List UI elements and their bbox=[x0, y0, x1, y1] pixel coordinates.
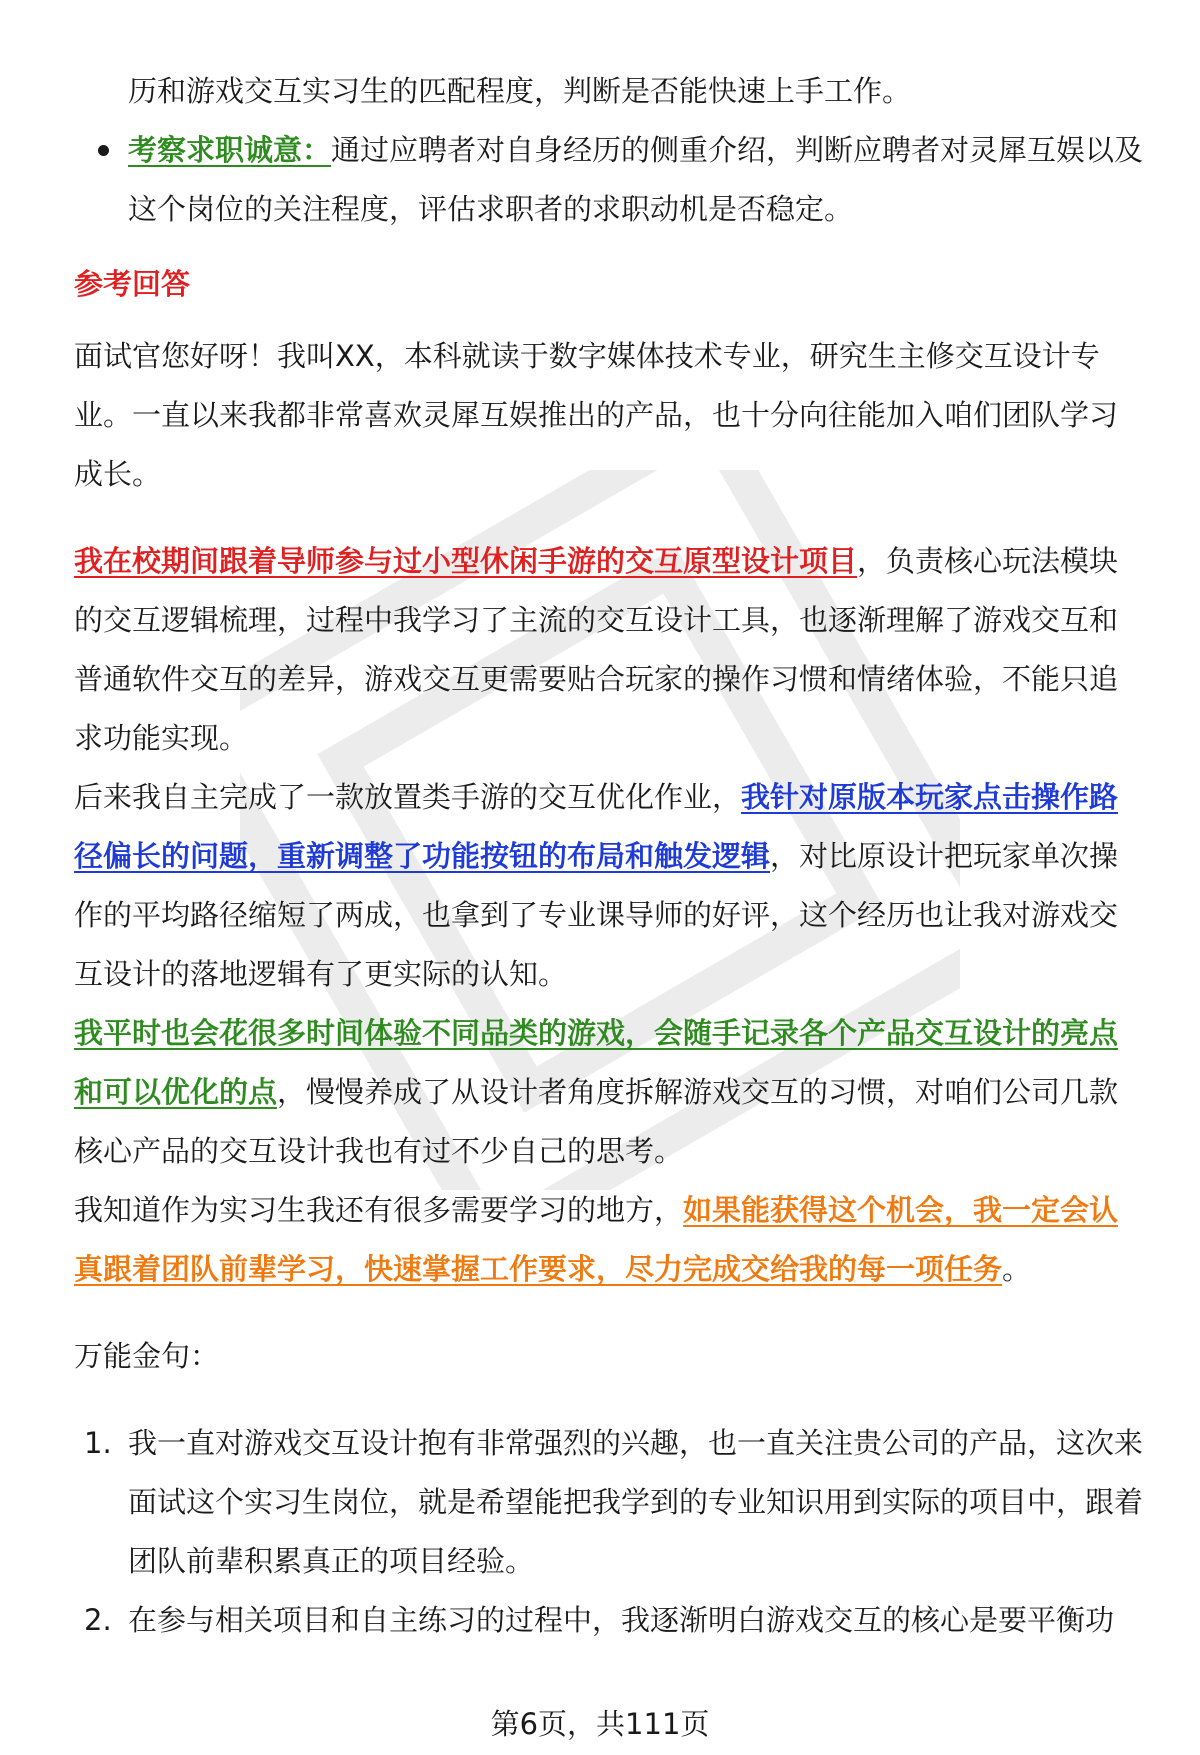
document-page bbox=[74, 62, 1144, 1650]
section-title: 参考回答 bbox=[74, 267, 191, 301]
paragraph-4 bbox=[74, 1181, 1144, 1299]
bullet-dot-icon bbox=[98, 145, 109, 156]
bullet-continuation: 历和游戏交互实习生的匹配程度，判断是否能快速上手工作。 bbox=[128, 74, 912, 108]
intro-paragraph: 面试官您好呀！我叫XX，本科就读于数字媒体技术专业，研究生主修交互设计专业。一直以来我都非常喜欢灵犀互娱推出的产品，也十分向往能加入咱们团队学习成长。 bbox=[74, 339, 1119, 491]
paragraph-3 bbox=[74, 1004, 1144, 1181]
paragraph-1-highlight: 我在校期间跟着导师参与过小型休闲手游的交互原型设计项目 bbox=[74, 544, 858, 578]
list-item bbox=[74, 1591, 1144, 1650]
paragraph-3-text: ，慢慢养成了从设计者角度拆解游戏交互的习惯，对咱们公司几款核心产品的交互设计我也有过不少自己的思考。 bbox=[74, 1075, 1119, 1168]
list-item-text: 在参与相关项目和自主练习的过程中，我逐渐明白游戏交互的核心是要平衡功 bbox=[128, 1603, 1115, 1637]
paragraph-3-highlight: 我平时也会花很多时间体验不同品类的游戏，会随手记录各个产品交互设计的亮点和可以优化的点 bbox=[74, 1016, 1119, 1109]
golden-sentences-list bbox=[74, 1414, 1144, 1650]
paragraph-2-text: ，对比原设计把玩家单次操作的平均路径缩短了两成，也拿到了专业课导师的好评，这个经历也让我对游戏交互设计的落地逻辑有了更实际的认知。 bbox=[74, 839, 1119, 991]
list-item bbox=[74, 1414, 1144, 1591]
bullet-label: 考察求职诚意： bbox=[128, 133, 332, 167]
paragraph-1 bbox=[74, 532, 1144, 768]
list-item-text: 我一直对游戏交互设计抱有非常强烈的兴趣，也一直关注贵公司的产品，这次来面试这个实习生岗位，就是希望能把我学到的专业知识用到实际的项目中，跟着团队前辈积累真正的项目经验。 bbox=[128, 1426, 1144, 1578]
list-item-number: 2. bbox=[84, 1603, 112, 1637]
list-item-number: 1. bbox=[84, 1426, 112, 1460]
page-number: 第6页，共111页 bbox=[490, 1707, 710, 1741]
bullet-item bbox=[74, 121, 1144, 239]
paragraph-2-highlight: 我针对原版本玩家点击操作路径偏长的问题，重新调整了功能按钮的布局和触发逻辑 bbox=[74, 780, 1119, 873]
paragraph-4-highlight: 如果能获得这个机会，我一定会认真跟着团队前辈学习，快速掌握工作要求，尽力完成交给我的每一项任务 bbox=[74, 1193, 1119, 1286]
bullet-list bbox=[74, 121, 1144, 239]
golden-sentences-title: 万能金句： bbox=[74, 1339, 220, 1373]
paragraph-2 bbox=[74, 768, 1144, 1004]
paragraph-4-lead: 我知道作为实习生我还有很多需要学习的地方， bbox=[74, 1193, 684, 1227]
bullet-text: 通过应聘者对自身经历的侧重介绍，判断应聘者对灵犀互娱以及这个岗位的关注程度，评估求职者的求职动机是否稳定。 bbox=[128, 133, 1144, 226]
paragraph-2-lead: 后来我自主完成了一款放置类手游的交互优化作业， bbox=[74, 780, 742, 814]
paragraph-1-text: ，负责核心玩法模块的交互逻辑梳理，过程中我学习了主流的交互设计工具，也逐渐理解了游戏交互和普通软件交互的差异，游戏交互更需要贴合玩家的操作习惯和情绪体验，不能只追求功能实现。 bbox=[74, 544, 1119, 755]
paragraph-4-text: 。 bbox=[1002, 1252, 1032, 1286]
